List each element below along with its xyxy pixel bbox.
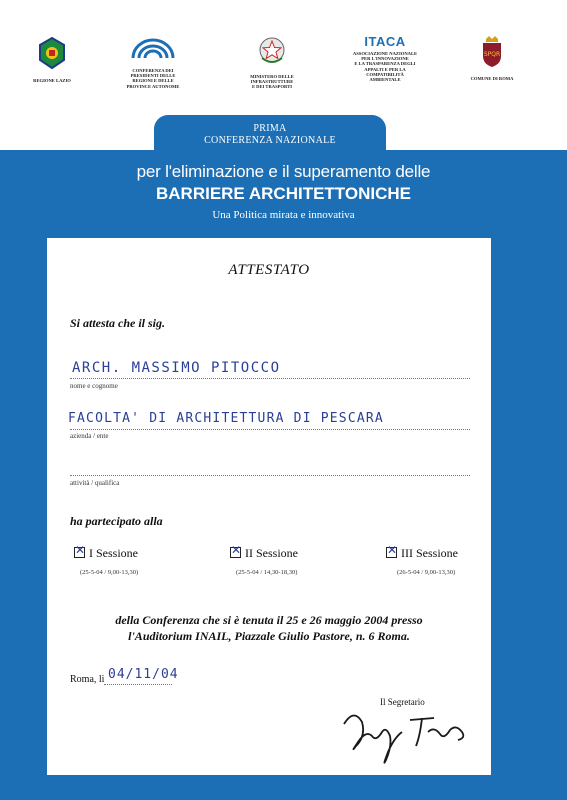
- logo-caption: REGIONE LAZIO: [33, 78, 71, 83]
- company-value: FACOLTA' DI ARCHITETTURA DI PESCARA: [68, 411, 384, 426]
- name-line: [70, 378, 470, 379]
- activity-line: [70, 475, 470, 476]
- session-1-label: I Sessione: [89, 546, 138, 560]
- conference-details: [47, 612, 491, 644]
- session-2: [230, 543, 298, 561]
- company-line: [70, 429, 470, 430]
- date-line: [104, 684, 172, 685]
- conference-line-1: della Conferenza che si è tenuta il 25 e 26 maggio 2004 presso: [115, 613, 423, 627]
- svg-text:SPQR: SPQR: [483, 51, 501, 58]
- conference-arches-icon: [130, 36, 176, 60]
- logo-caption: COMUNE DI ROMA: [470, 76, 514, 81]
- session-3-checkbox[interactable]: [386, 543, 398, 558]
- itaca-brand: ITACA: [364, 34, 406, 49]
- tab-line-1: PRIMA: [253, 123, 287, 134]
- italian-republic-emblem-icon: [258, 36, 286, 66]
- conference-line-2: l'Auditorium INAIL, Piazzale Giulio Pastore, n. 6 Roma.: [128, 629, 410, 643]
- date-value: 04/11/04: [108, 667, 179, 682]
- conference-subtitle: Una Politica mirata e innovativa: [212, 209, 355, 221]
- certificate-heading: ATTESTATO: [228, 262, 310, 278]
- name-value: ARCH. MASSIMO PITOCCO: [72, 360, 281, 376]
- check-mark-icon: ✕: [231, 543, 242, 557]
- logo-caption: CONFERENZA DEI PRESIDENTI DELLE REGIONI E DELLE PROVINCE AUTONOME: [126, 68, 180, 89]
- logo-conferenza-presidenti: [118, 36, 188, 89]
- attestation-lead: Si attesta che il sig.: [70, 316, 166, 330]
- conference-title-line-1: per l'eliminazione e il superamento delle: [136, 162, 431, 181]
- lazio-emblem-icon: [38, 36, 66, 70]
- logo-ministero: [242, 36, 302, 90]
- logo-row: [0, 36, 567, 96]
- logo-regione-lazio: [22, 36, 82, 83]
- activity-label: attività / qualifica: [70, 479, 120, 487]
- check-mark-icon: ✕: [387, 543, 398, 557]
- session-3-label: III Sessione: [401, 546, 458, 560]
- company-label: azienda / ente: [70, 432, 109, 440]
- session-1-time: (25-5-04 / 9,00-13,30): [80, 569, 139, 576]
- conference-title-line-2: BARRIERE ARCHITETTONICHE: [155, 184, 411, 203]
- session-2-time: (25-5-04 / 14,30-18,30): [236, 569, 298, 576]
- name-label: nome e cognome: [70, 382, 118, 390]
- logo-caption: MINISTERO DELLE INFRASTRUTTURE E DEI TRASPORTI: [250, 74, 294, 90]
- rome-shield-icon: [480, 36, 504, 68]
- tab-line-2: CONFERENZA NAZIONALE: [204, 135, 336, 146]
- logo-caption: ASSOCIAZIONE NAZIONALE PER L'INNOVAZIONE E LA TRASPARENZA DEGLI APPALTI E PER LA COMPATIBILITÀ AMBIENTALE: [352, 51, 418, 83]
- session-1-checkbox[interactable]: [74, 543, 86, 558]
- logo-comune-roma: [462, 36, 522, 81]
- itaca-logo-icon: [346, 34, 424, 49]
- session-3: [386, 543, 458, 561]
- participated-text: ha partecipato alla: [70, 514, 163, 528]
- header-tab-text: [154, 123, 386, 147]
- logo-itaca: [346, 34, 424, 82]
- session-2-label: II Sessione: [245, 546, 298, 560]
- session-2-checkbox[interactable]: [230, 543, 242, 558]
- check-mark-icon: ✕: [75, 543, 86, 557]
- session-1: [74, 543, 138, 561]
- session-3-time: (26-5-04 / 9,00-13,30): [397, 569, 456, 576]
- place-label: Roma, li: [70, 674, 105, 685]
- secretary-label: Il Segretario: [380, 697, 425, 707]
- signature-icon: [336, 702, 476, 772]
